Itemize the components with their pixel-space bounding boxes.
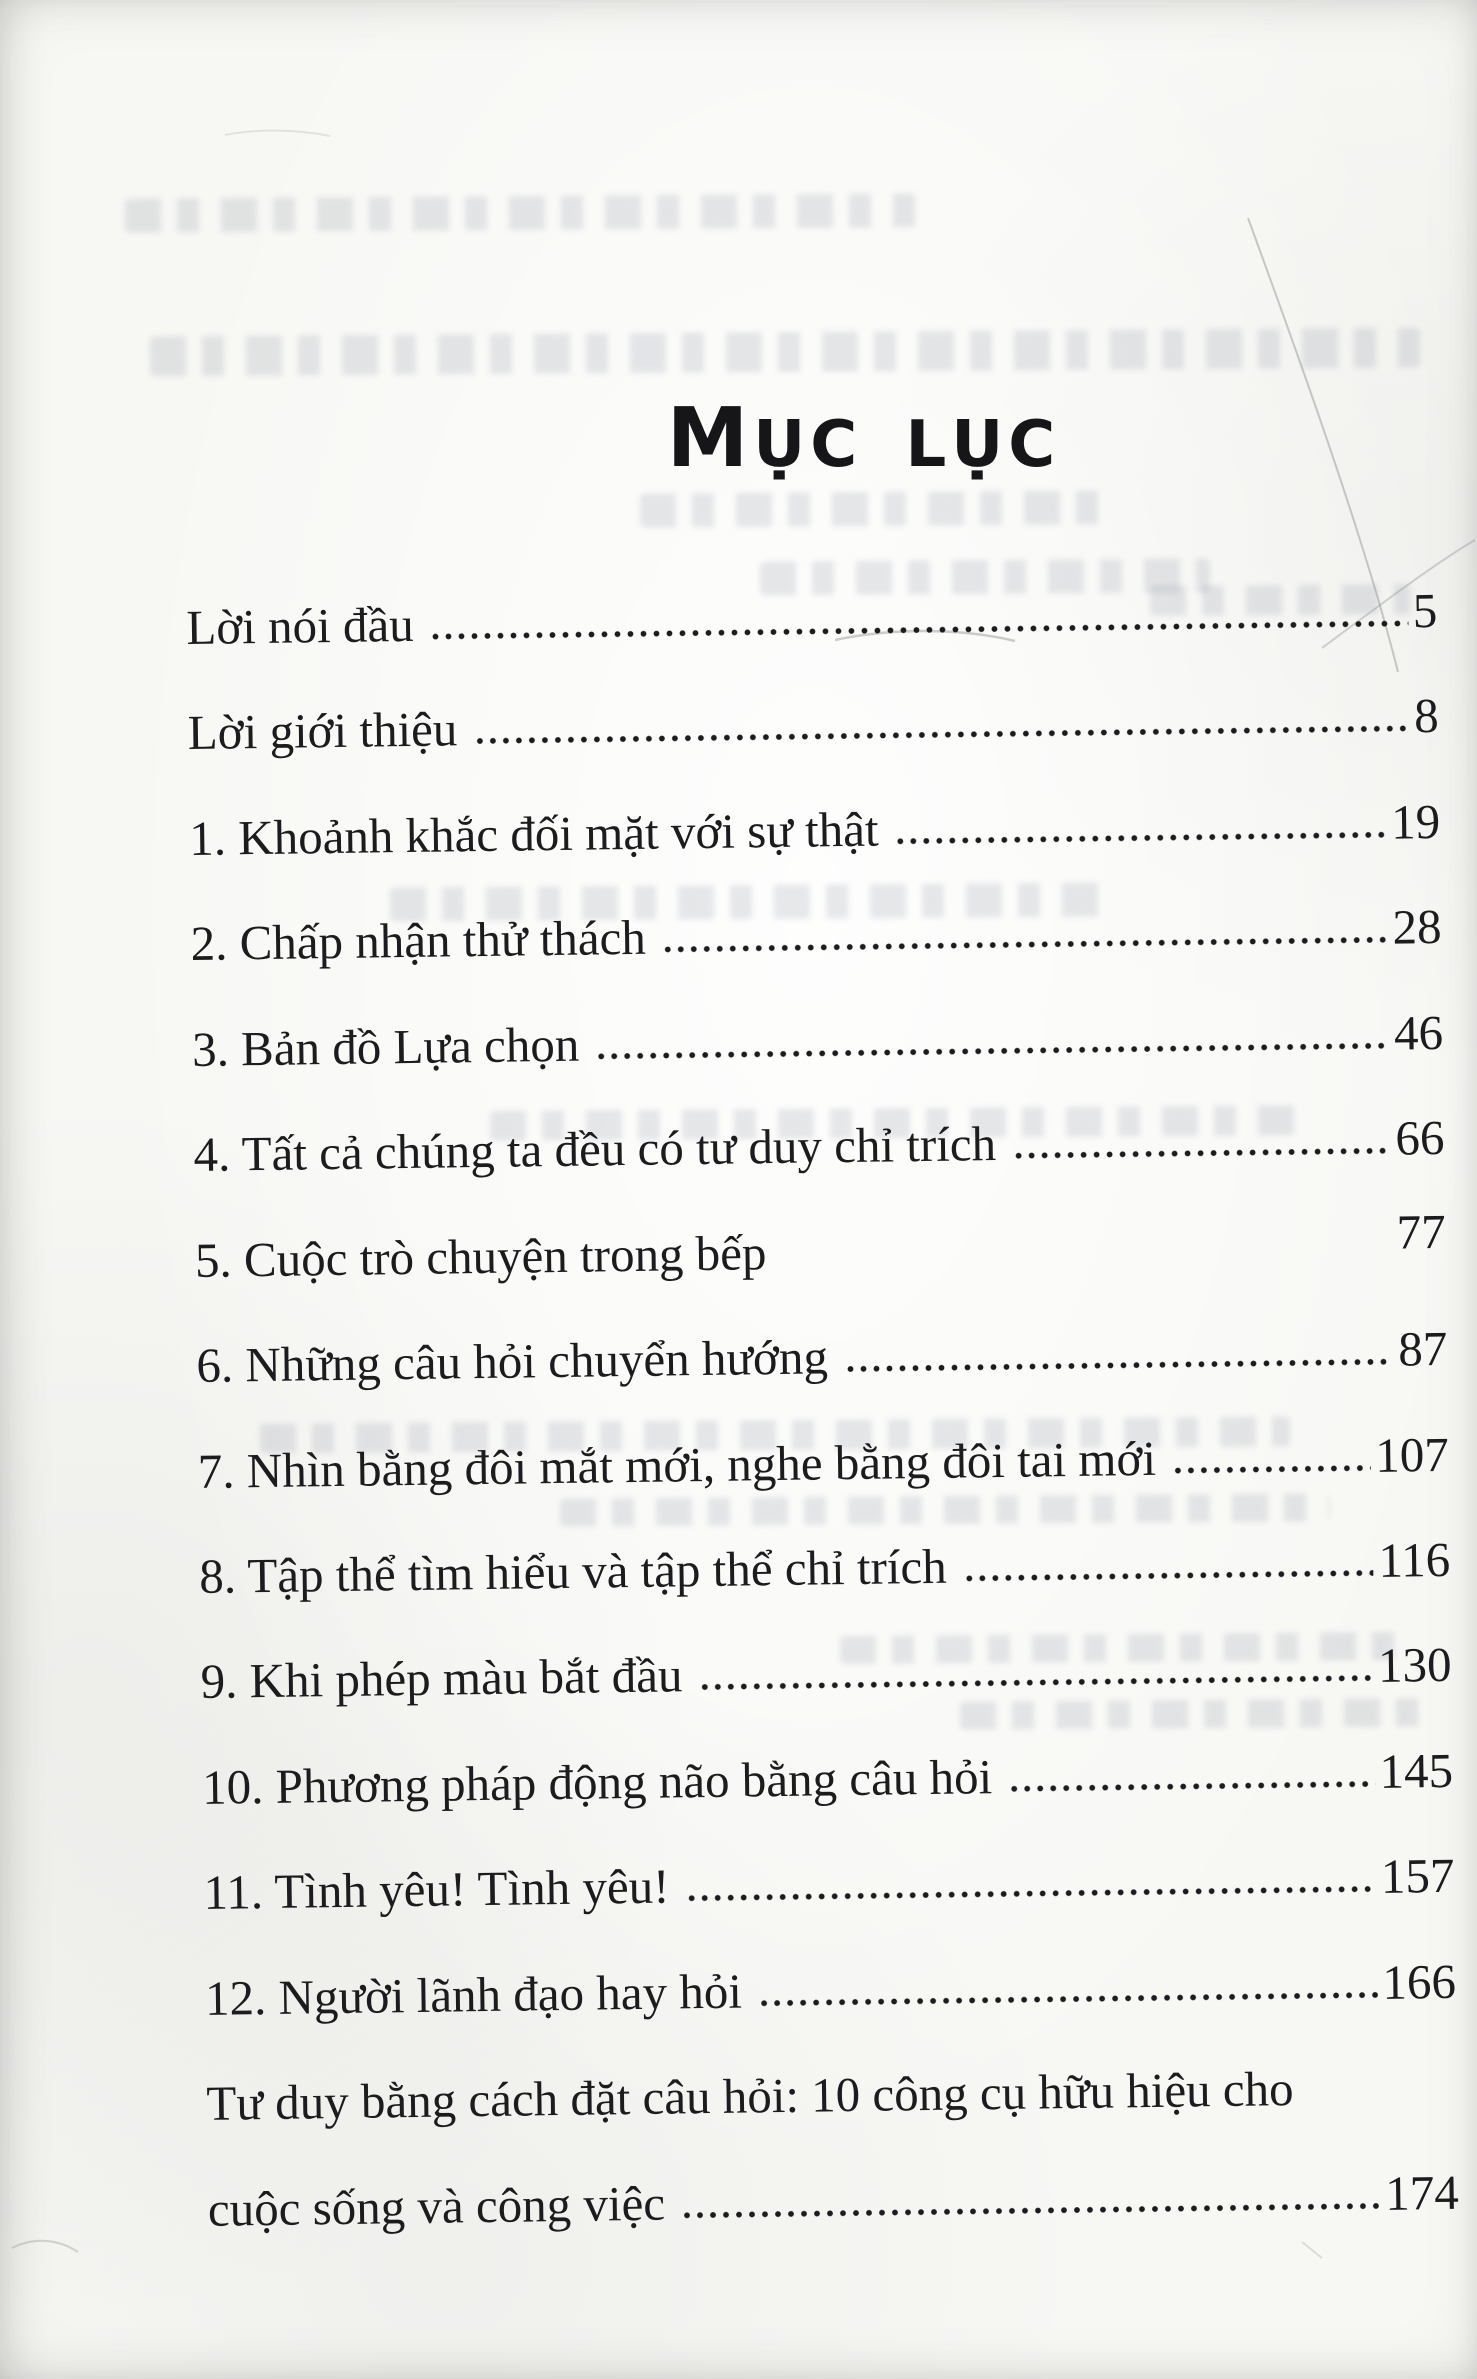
dot-leader <box>662 936 1388 954</box>
toc-entry <box>198 1531 1451 1604</box>
page-number: 8 <box>1413 688 1440 744</box>
toc-entry-label: 5. Cuộc trò chuyện trong bếp <box>194 1224 767 1288</box>
toc-entry-label: Tư duy bằng cách đặt câu hỏi: 10 công cụ hữu hiệu cho <box>206 2061 1294 2131</box>
toc-entry <box>197 1426 1450 1499</box>
toc-entry <box>185 582 1438 655</box>
page-number: 116 <box>1378 1531 1451 1588</box>
toc-entry-label: 11. Tình yêu! Tình yêu! <box>203 1858 670 1921</box>
toc-entry-label: 3. Bản đồ Lựa chọn <box>191 1016 580 1077</box>
toc-list <box>185 582 1460 2237</box>
toc-entry <box>203 1848 1455 1921</box>
toc-entry <box>194 1203 1447 1288</box>
dot-leader <box>595 1041 1389 1060</box>
page-number: 46 <box>1393 1004 1444 1061</box>
page-number: 130 <box>1377 1637 1452 1694</box>
toc-entry-label: 10. Phương pháp động não bằng câu hỏi <box>201 1748 993 1815</box>
dot-leader <box>699 1674 1374 1691</box>
page-number: 5 <box>1412 582 1438 639</box>
dot-leader <box>681 2201 1380 2219</box>
page-title: MỤC LỤC <box>666 391 1061 486</box>
toc-entry <box>204 1953 1457 2026</box>
dot-leader <box>430 619 1408 640</box>
page-number: 87 <box>1397 1320 1448 1377</box>
toc-entry-label: 1. Khoảnh khắc đối mặt với sự thật <box>188 801 879 866</box>
toc-entry-label: Lời giới thiệu <box>187 701 458 761</box>
page-number: 145 <box>1379 1742 1454 1799</box>
dot-leader <box>963 1569 1374 1583</box>
toc-entry-label: 4. Tất cả chúng ta đều có tư duy chỉ trích <box>193 1116 997 1183</box>
toc-entry <box>191 1004 1444 1077</box>
toc-entry <box>193 1110 1445 1183</box>
page-number: 107 <box>1374 1426 1450 1483</box>
toc-content <box>185 0 1460 2289</box>
toc-entry-label: Lời nói đầu <box>185 596 415 655</box>
page-number: 19 <box>1390 793 1441 850</box>
toc-entry <box>188 793 1441 866</box>
dot-leader <box>1008 1780 1374 1793</box>
toc-entry-label: 2. Chấp nhận thử thách <box>190 910 647 972</box>
page-number: 28 <box>1392 899 1442 955</box>
dot-leader <box>686 1885 1377 1902</box>
dot-leader <box>473 725 1409 746</box>
dot-leader <box>1012 1147 1390 1160</box>
page-number: 77 <box>1396 1203 1447 1260</box>
toc-entry <box>196 1320 1448 1393</box>
toc-entry-label: 6. Những câu hỏi chuyển hướng <box>196 1329 829 1393</box>
toc-entry <box>190 899 1442 972</box>
toc-entry-label: 12. Người lãnh đạo hay hỏi <box>204 1963 743 2026</box>
toc-entry <box>200 1637 1452 1710</box>
toc-entry <box>187 688 1440 761</box>
page-number: 66 <box>1395 1110 1445 1166</box>
toc-entry <box>201 1742 1454 1815</box>
toc-entry <box>207 2164 1460 2237</box>
dot-leader <box>844 1358 1394 1373</box>
toc-entry-label: 8. Tập thể tìm hiểu và tập thể chỉ trích <box>198 1538 948 1604</box>
page-number: 157 <box>1380 1848 1455 1905</box>
page-number: 166 <box>1382 1953 1457 2010</box>
dot-leader <box>895 830 1387 845</box>
toc-entry-label: 7. Nhìn bằng đôi mắt mới, nghe bằng đôi tai mới <box>197 1430 1157 1499</box>
page-number: 174 <box>1384 2164 1460 2221</box>
toc-entry-label: cuộc sống và công việc <box>207 2175 666 2237</box>
toc-entry-label: 9. Khi phép màu bắt đầu <box>200 1647 683 1710</box>
dot-leader <box>1172 1463 1370 1474</box>
toc-entry <box>206 2061 1458 2129</box>
dot-leader <box>758 1991 1378 2007</box>
